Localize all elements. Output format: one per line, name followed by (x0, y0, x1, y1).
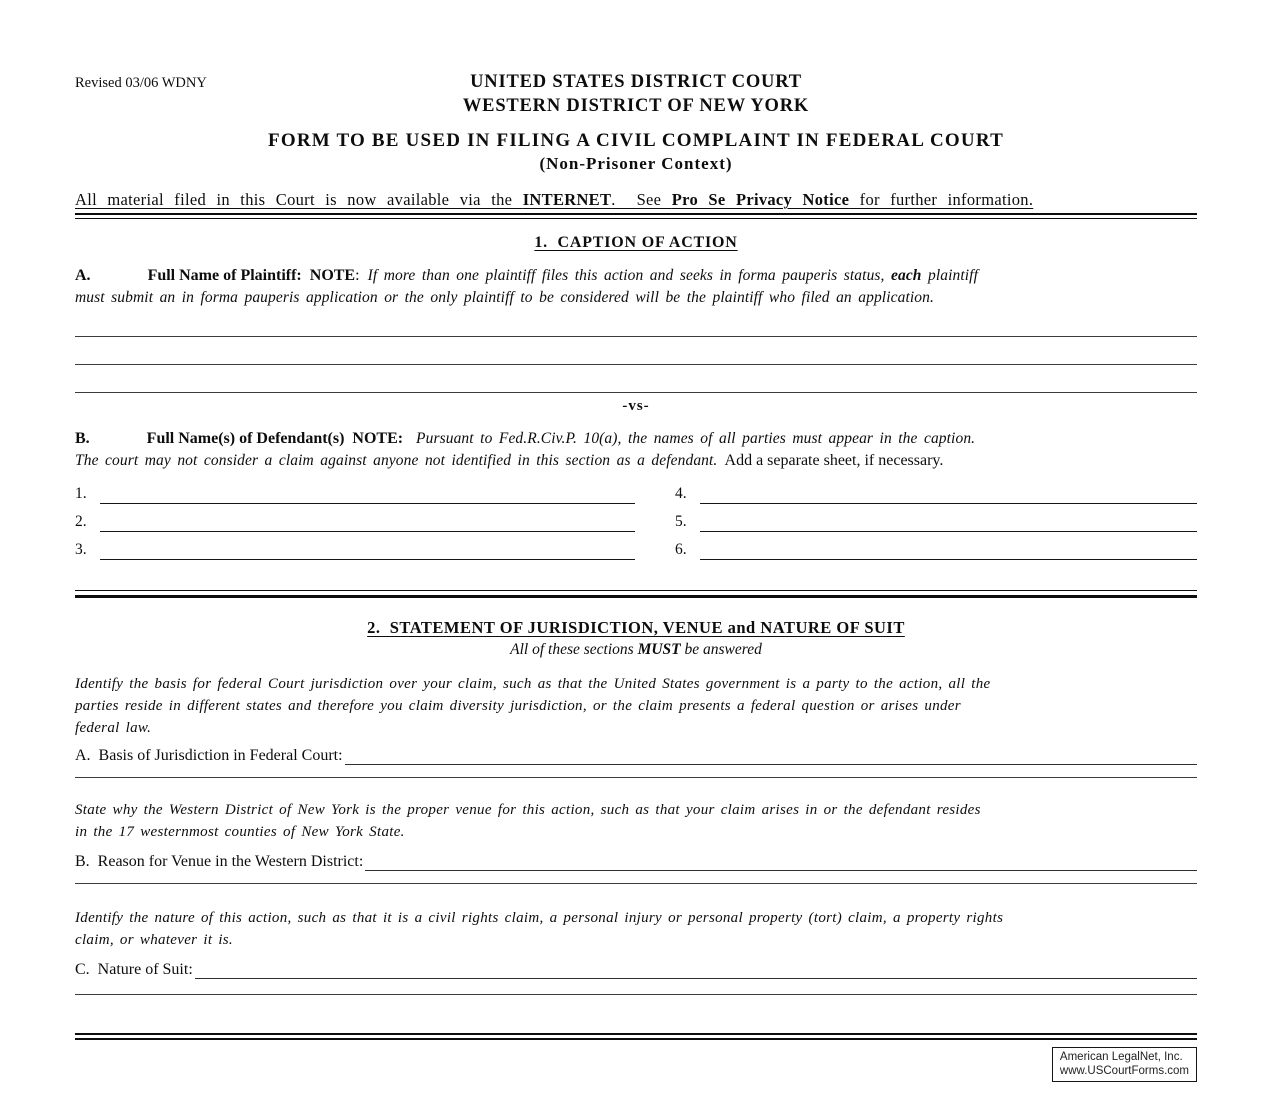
venue-reason-input[interactable] (365, 853, 1197, 871)
jurisdiction-basis-continuation-line[interactable] (75, 765, 1197, 778)
jurisdiction-instruction-line1: Identify the basis for federal Court jurisdiction over your claim, such as that the United States government is a party to the action, all the (75, 676, 991, 692)
notice-text: All material filed in this Court is now available via the (75, 190, 523, 209)
defendant-name-grid (75, 480, 1197, 564)
vendor-url: www.USCourtForms.com (1059, 1065, 1189, 1077)
plaintiff-instruction-line1 (75, 265, 1197, 287)
defendant-note-italic-1: Pursuant to Fed.R.Civ.P. 10(a), the names of all parties must appear in the caption. (403, 430, 976, 447)
nature-instruction-line2: claim, or whatever it is. (75, 932, 233, 948)
court-title-line2: WESTERN DISTRICT OF NEW YORK (462, 96, 810, 116)
defendant-note-roman: Add a separate sheet, if necessary. (717, 452, 944, 469)
notice-text-3: for further information. (849, 190, 1034, 209)
internet-notice (75, 190, 1197, 210)
defendant-instruction-line1 (75, 428, 1197, 450)
defendant-row-3 (75, 536, 635, 564)
nature-instruction (75, 907, 1197, 951)
revision-note: Revised 03/06 WDNY (75, 75, 207, 91)
plaintiff-label: Full Name of Plaintiff: NOTE (147, 267, 356, 284)
form-title-main: FORM TO BE USED IN FILING A CIVIL COMPLAINT IN FEDERAL COURT (268, 130, 1004, 151)
defendant-number-4: 4. (675, 485, 687, 502)
defendant-name-line-5[interactable] (700, 508, 1197, 532)
nature-instruction-line1: Identify the nature of this action, such as that it is a civil rights claim, a personal injury or personal property (tort) claim, a property rights (75, 910, 1004, 926)
venue-reason-continuation-line[interactable] (75, 871, 1197, 884)
defendant-name-line-3[interactable] (100, 536, 635, 560)
form-title-context: (Non-Prisoner Context) (539, 154, 733, 173)
page-header (75, 70, 1197, 118)
defendant-name-line-6[interactable] (700, 536, 1197, 560)
vendor-stamp (1052, 1047, 1197, 1082)
defendant-row-6 (675, 536, 1197, 564)
defendant-letter: B. (75, 430, 90, 447)
notice-text-2: . See (611, 190, 672, 209)
venue-reason-label: B. Reason for Venue in the Western District: (75, 853, 364, 870)
vendor-name: American LegalNet, Inc. (1059, 1051, 1183, 1063)
nature-of-suit-input[interactable] (195, 961, 1197, 979)
court-title-line1: UNITED STATES DISTRICT COURT (470, 72, 802, 92)
section1-heading: 1. CAPTION OF ACTION (534, 234, 738, 251)
double-rule-bottom (75, 1033, 1197, 1040)
venue-instruction-line2: in the 17 westernmost counties of New York State. (75, 824, 405, 840)
plaintiff-note-italic-end: plaintiff (921, 267, 978, 284)
defendant-name-line-1[interactable] (100, 480, 635, 504)
defendant-row-1 (75, 480, 635, 508)
notice-internet-bold: INTERNET (522, 190, 612, 209)
defendant-number-3: 3. (75, 541, 87, 558)
section2-heading: 2. STATEMENT OF JURISDICTION, VENUE and NATURE OF SUIT (367, 618, 905, 637)
defendant-number-5: 5. (675, 513, 687, 530)
defendant-name-line-2[interactable] (100, 508, 635, 532)
plaintiff-name-lines (75, 309, 1197, 393)
defendant-row-5 (675, 508, 1197, 536)
venue-reason-field (75, 853, 1197, 871)
plaintiff-note-italic: If more than one plaintiff files this action and seeks in forma pauperis status, (367, 267, 891, 284)
defendant-row-4 (675, 480, 1197, 508)
plaintiff-instruction-line2: must submit an in forma pauperis application or the only plaintiff to be considered will be the plaintiff who filed an application. (75, 289, 934, 306)
defendant-instruction-line2 (75, 450, 1197, 472)
section2-subtitle-must: MUST (637, 641, 681, 658)
court-title (75, 70, 1197, 118)
venue-instruction (75, 799, 1197, 843)
plaintiff-letter: A. (75, 267, 91, 284)
plaintiff-name-line-3[interactable] (75, 365, 1197, 393)
defendant-number-6: 6. (675, 541, 687, 558)
defendant-row-2 (75, 508, 635, 536)
double-rule-mid (75, 590, 1197, 598)
defendant-number-2: 2. (75, 513, 87, 530)
defendant-label: Full Name(s) of Defendant(s) NOTE: (146, 430, 404, 447)
plaintiff-name-line-2[interactable] (75, 337, 1197, 365)
defendant-name-line-4[interactable] (700, 480, 1197, 504)
venue-instruction-line1: State why the Western District of New York is the proper venue for this action, such as that your claim arises in or the defendant resides (75, 802, 981, 818)
jurisdiction-basis-label: A. Basis of Jurisdiction in Federal Court: (75, 747, 343, 764)
plaintiff-colon: : (355, 267, 368, 284)
double-rule-top (75, 213, 1197, 219)
jurisdiction-instruction (75, 673, 1197, 739)
section2-subtitle-text: All of these sections (510, 641, 638, 658)
page-footer (75, 1047, 1197, 1082)
jurisdiction-basis-field (75, 747, 1197, 765)
nature-of-suit-label: C. Nature of Suit: (75, 961, 193, 978)
plaintiff-name-line-1[interactable] (75, 309, 1197, 337)
plaintiff-instruction (75, 265, 1197, 309)
versus-label: -vs- (622, 398, 650, 414)
defendant-instruction (75, 428, 1197, 472)
plaintiff-note-each: each (891, 267, 922, 284)
notice-privacy-bold: Pro Se Privacy Notice (671, 190, 850, 209)
section2-subtitle (75, 641, 1197, 659)
jurisdiction-instruction-line2: parties reside in different states and therefore you claim diversity jurisdiction, or the claim presents a federal question or arises under (75, 698, 961, 714)
nature-of-suit-field (75, 961, 1197, 979)
jurisdiction-instruction-line3: federal law. (75, 720, 152, 736)
jurisdiction-basis-input[interactable] (345, 747, 1197, 765)
section2-subtitle-text-2: be answered (680, 641, 762, 658)
form-title (75, 130, 1197, 174)
defendant-note-italic-2: The court may not consider a claim against anyone not identified in this section as a defendant. (75, 452, 718, 469)
defendant-number-1: 1. (75, 485, 87, 502)
nature-of-suit-continuation-line[interactable] (75, 979, 1197, 995)
